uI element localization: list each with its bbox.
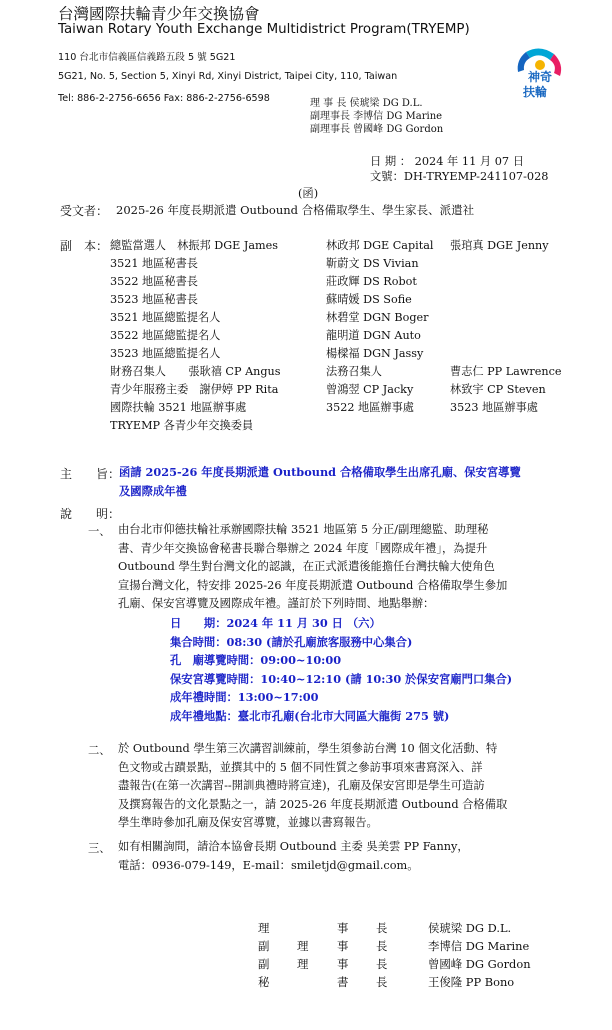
signatory-name: 侯琥梁 DG D.L. [428,921,512,935]
signatory-name: 曾國峰 DG Gordon [428,957,531,971]
explanation-label: 說 明： [60,507,121,521]
recipient-value: 2025-26 年度長期派遣 Outbound 合格備取學生、學生家長、派遣社 [116,203,475,217]
signatory-title-char: 書 [337,975,349,989]
cc-entry: 3523 地區秘書長 [110,293,198,306]
signatory-title-char: 秘 [258,975,270,989]
tel-fax: Tel: 886-2-2756-6656 Fax: 886-2-2756-6598 [58,93,270,104]
item-3-line: 電話：0936-079-149，E-mail：smiletjd@gmail.com。 [118,858,419,872]
cc-entry: 國際扶輪 3521 地區辦事處 [110,401,247,414]
schedule-ceremony-time: 成年禮時間：13:00~17:00 [170,690,319,705]
cc-entry: 3521 地區秘書長 [110,257,198,270]
signatory-title-char: 事 [337,957,349,971]
signatory-title-char: 長 [376,921,388,935]
signatory-title-char: 理 [297,939,309,953]
schedule-gather-time: 集合時間：08:30 (請於孔廟旅客服務中心集合) [170,634,413,649]
item-2-text [118,740,507,833]
item-2-line: 學生準時參加孔廟及保安宮導覽，並據以書寫報告。 [118,816,378,830]
cc-entry: 3523 地區總監提名人 [110,347,221,360]
cc-entry: 曹志仁 PP Lawrence [450,365,562,378]
item-3-line: 如有相關詢問，請洽本協會長期 Outbound 主委 吳美雲 PP Fanny， [118,840,469,853]
cc-entry: 林致宇 CP Steven [450,383,546,396]
cc-entry: 3521 地區總監提名人 [110,311,221,324]
doc-date: 日 期 ： 2024 年 11 月 07 日 [370,155,525,168]
cc-entry: 林碧堂 DGN Boger [326,311,429,324]
schedule-baoan-tour: 保安宮導覽時間：10:40~12:10 (請 10:30 於保安宮廟門口集合) [170,671,513,686]
rotary-logo [512,46,568,102]
event-schedule [170,614,512,726]
item-2-line: 色文物或古蹟景點，並撰其中的 5 個不同性質之參訪事項來書寫深入、詳 [118,760,483,774]
item-1-line: 書、青少年交換協會秘書長聯合舉辦之 2024 年度「國際成年禮」，為提升 [118,541,488,555]
cc-entry: 青少年服務主委 謝伊婷 PP Rita [110,383,279,396]
cc-label: 副 本： [60,239,109,253]
signatory-title-char: 事 [337,939,349,953]
cc-entry: 3523 地區辦事處 [450,401,538,414]
item-3-number: 三、 [88,842,111,855]
cc-entry: 靳蔚文 DS Vivian [326,257,419,270]
signatory-title-char: 副 [258,957,270,971]
item-2-line: 盡報告(在第一次講習--開訓典禮時將宣達)，孔廟及保安宮即是學生可造訪 [118,779,485,793]
item-1-text [118,521,507,614]
subject-line-2: 及國際成年禮 [119,484,187,498]
address-en: 5G21, No. 5, Section 5, Xinyi Rd, Xinyi District, Taipei City, 110, Taiwan [58,71,398,82]
signatory-title-char: 理 [258,921,270,935]
cc-entry: 財務召集人 張耿禧 CP Angus [110,365,281,378]
subject-line-1: 函請 2025-26 年度長期派遣 Outbound 合格備取學生出席孔廟、保安宮導覽 [119,465,521,479]
cc-entry: 林政邦 DGE Capital [326,239,434,252]
cc-entry: 楊樑福 DGN Jassy [326,347,424,360]
cc-entry: 3522 地區總監提名人 [110,329,221,342]
schedule-ceremony-location: 成年禮地點：臺北市孔廟(台北市大同區大龍街 275 號) [170,708,450,723]
cc-entry: 3522 地區秘書長 [110,275,198,288]
schedule-confucius-tour: 孔 廟導覽時間：09:00~10:00 [170,653,342,668]
cc-entry: 蘇晴媛 DS Sofie [326,293,412,306]
cc-entry: TRYEMP 各青少年交換委員 [110,419,254,432]
signatory-name: 王俊隆 PP Bono [428,975,515,989]
schedule-date: 日 期：2024 年 11 月 30 日 （六） [170,616,381,630]
item-2-line: 及撰寫報告的文化景點之一，請 2025-26 年度長期派遣 Outbound 合格備取 [118,797,508,811]
signatory-title-char: 副 [258,939,270,953]
item-1-line: 由台北市仰德扶輪社承辦國際扶輪 3521 地區第 5 分正/副理總監、助理秘 [118,523,489,536]
cc-entry: 莊政輝 DS Robot [326,275,417,288]
signatory-title-char: 長 [376,957,388,971]
officer-3: 副理事長 曾國峰 DG Gordon [310,124,444,135]
cc-entry: 張琯真 DGE Jenny [450,239,549,252]
logo-text-2: 扶輪 [523,85,548,99]
item-3-text [118,838,469,875]
cc-entry: 法務召集人 [326,365,382,378]
doc-number: 文號：DH-TRYEMP-241107-028 [370,170,549,183]
signatory-title-char: 理 [297,957,309,971]
item-2-line: 於 Outbound 學生第三次講習訓練前，學生須參訪台灣 10 個文化活動、特 [118,742,498,755]
item-2-number: 二、 [88,744,111,757]
officer-2: 副理事長 李博信 DG Marine [310,111,443,122]
cc-entry: 龍明道 DGN Auto [326,329,421,342]
signatory-title-char: 長 [376,975,388,989]
item-1-number: 一、 [88,525,111,538]
letter-type: (函) [298,187,319,200]
item-1-line: 宣揚台灣文化，特安排 2025-26 年度長期派遣 Outbound 合格備取學生參加 [118,578,508,592]
cc-entry: 總監當選人 林振邦 DGE James [110,239,278,252]
org-name-en: Taiwan Rotary Youth Exchange Multidistrict Program(TRYEMP) [58,22,470,37]
org-name-zh: 台灣國際扶輪青少年交換協會 [58,5,260,23]
signatory-title-char: 長 [376,939,388,953]
item-1-line: 孔廟、保安宮導覽及國際成年禮。謹訂於下列時間、地點舉辦： [118,597,435,611]
recipient-label: 受文者： [60,204,109,218]
item-1-line: Outbound 學生對台灣文化的認識，在正式派遣後能擔任台灣扶輪大使角色 [118,560,495,574]
officer-1: 理 事 長 侯琥梁 DG D.L. [310,98,423,109]
logo-text-1: 神奇 [528,70,553,84]
signatory-name: 李博信 DG Marine [428,939,530,953]
subject-label: 主 旨： [60,467,121,481]
cc-entry: 曾鴻翌 CP Jacky [326,383,414,396]
cc-entry: 3522 地區辦事處 [326,401,414,414]
address-zh: 110 台北市信義區信義路五段 5 號 5G21 [58,52,236,63]
signatory-title-char: 事 [337,921,349,935]
